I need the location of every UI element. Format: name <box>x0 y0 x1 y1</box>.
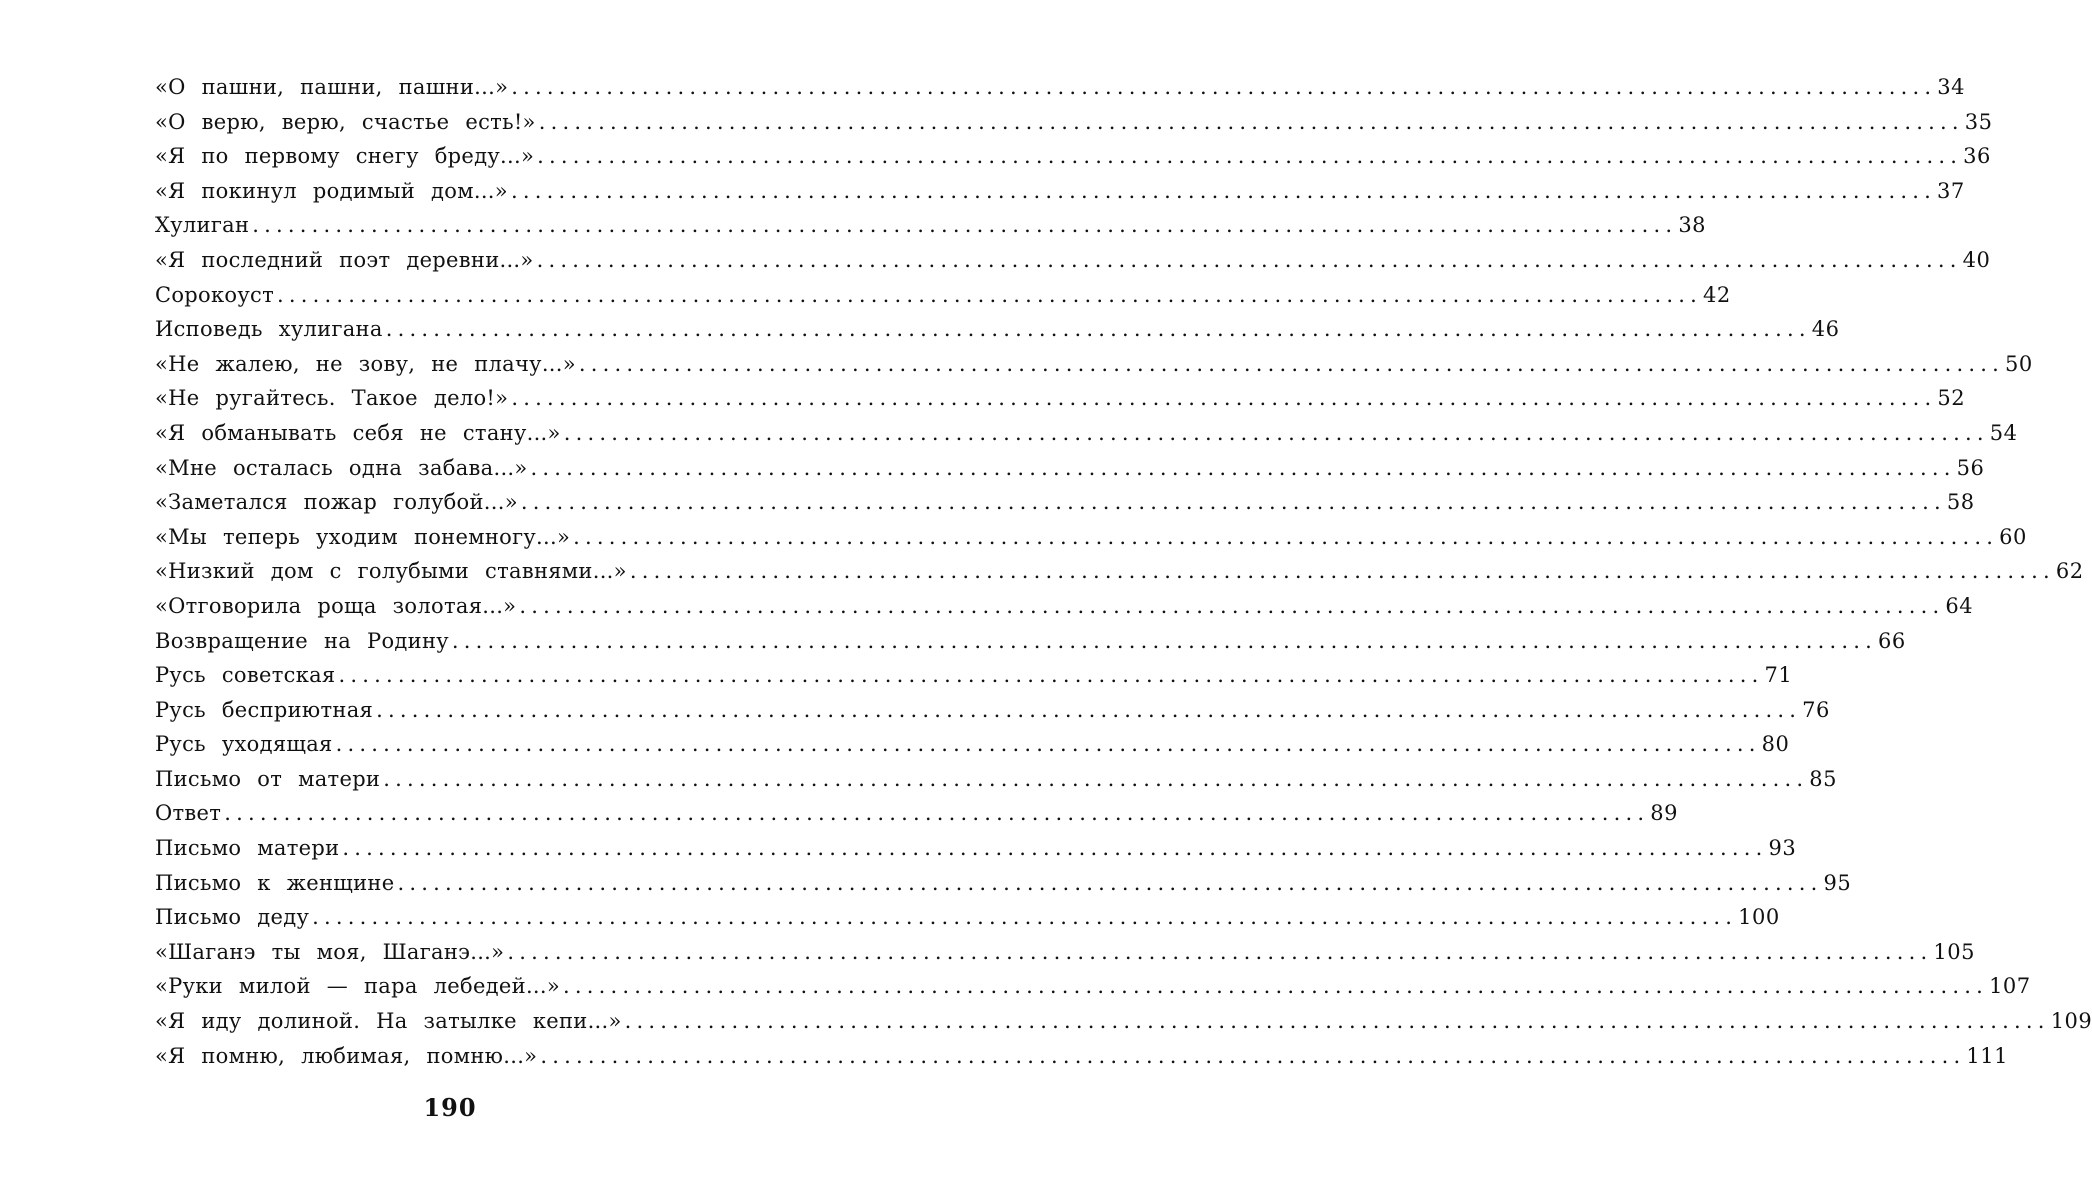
toc-entry <box>155 831 1797 866</box>
toc-entry-page: 107 <box>1989 974 2031 999</box>
dot-leader: ........................................................................................................................ <box>342 836 1768 861</box>
toc-entry-title: «Я иду долиной. На затылке кепи...» <box>155 1009 622 1034</box>
toc-entry <box>155 969 2031 1004</box>
toc-entry-page: 38 <box>1678 213 1707 238</box>
toc-entry-title: «Не ругайтесь. Такое дело!» <box>155 386 509 411</box>
toc-entry-title: Письмо от матери <box>155 766 381 791</box>
toc-entry-title: «Низкий дом с голубыми ставнями...» <box>155 559 627 584</box>
toc-entry-page: 71 <box>1764 663 1793 688</box>
toc-entry-title: «Мы теперь уходим понемногу...» <box>155 524 571 549</box>
toc-entry-title: «Я по первому снегу бреду...» <box>155 144 535 169</box>
toc-entry-title: Ответ <box>155 801 222 826</box>
toc-entry-title: «Отговорила роща золотая...» <box>155 593 517 618</box>
dot-leader: ........................................................................................................................ <box>624 1009 2050 1034</box>
toc-entry <box>155 208 1707 243</box>
dot-leader: ........................................................................................................................ <box>563 420 1989 445</box>
toc-entry-title: «Я помню, любимая, помню...» <box>155 1043 538 1068</box>
toc-entry-title: «О верю, верю, счастье есть!» <box>155 109 536 134</box>
dot-leader: ........................................................................................................................ <box>511 75 1937 99</box>
toc-entry-title: «Шаганэ ты моя, Шаганэ...» <box>155 939 505 964</box>
toc-entry-title: «Руки милой — пара лебедей...» <box>155 974 561 999</box>
dot-leader: ........................................................................................................................ <box>252 213 1678 238</box>
toc-entry <box>155 70 1965 105</box>
dot-leader: ........................................................................................................................ <box>563 974 1989 999</box>
toc-entry-page: 46 <box>1811 317 1840 342</box>
toc-entry-page: 76 <box>1802 697 1830 722</box>
toc-entry <box>155 796 1678 831</box>
dot-leader: ........................................................................................................................ <box>397 870 1823 895</box>
toc-entry <box>155 174 1965 209</box>
toc-entry-page: 37 <box>1936 178 1965 203</box>
toc-entry-page: 89 <box>1650 801 1678 826</box>
toc-entry-page: 60 <box>1999 524 2027 549</box>
toc-entry <box>155 658 1793 693</box>
page-number: 190 <box>423 1093 477 1122</box>
dot-leader: ........................................................................................................................ <box>629 559 2055 584</box>
toc-entry <box>155 624 1906 659</box>
toc-entry <box>155 485 1975 520</box>
toc-entry-title: «Я последний поэт деревни...» <box>155 247 534 272</box>
toc-entry-page: 95 <box>1823 870 1852 895</box>
toc-entry <box>155 243 1991 278</box>
toc-entry <box>155 312 1840 347</box>
toc-entry-page: 62 <box>2055 559 2084 584</box>
toc-entry <box>155 451 1985 486</box>
toc-entry-title: Исповедь хулигана <box>155 317 383 342</box>
toc-entry-title: «О пашни, пашни, пашни...» <box>155 75 509 99</box>
dot-leader: ........................................................................................................................ <box>383 766 1809 791</box>
toc-entry-title: Хулиган <box>155 213 250 238</box>
toc-entry-page: 93 <box>1768 836 1797 861</box>
dot-leader: ........................................................................................................................ <box>451 628 1877 653</box>
toc-entry <box>155 520 2027 555</box>
dot-leader: ........................................................................................................................ <box>510 178 1936 203</box>
toc-entry-title: «Я обманывать себя не стану...» <box>155 420 561 445</box>
toc-entry-title: Русь бесприютная <box>155 697 374 722</box>
dot-leader: ........................................................................................................................ <box>312 905 1738 930</box>
toc-entry <box>155 866 1852 901</box>
dot-leader: ........................................................................................................................ <box>530 455 1956 480</box>
toc-entry-title: «Мне осталась одна забава...» <box>155 455 528 480</box>
toc-entry <box>155 139 1991 174</box>
dot-leader: ........................................................................................................................ <box>277 282 1703 307</box>
dot-leader: ........................................................................................................................ <box>540 1043 1966 1068</box>
toc-entry <box>155 693 1830 728</box>
dot-leader: ........................................................................................................................ <box>385 317 1811 342</box>
toc-entry <box>155 554 2084 589</box>
dot-leader: ........................................................................................................................ <box>536 247 1962 272</box>
toc-entry <box>155 727 1790 762</box>
toc-entry-page: 64 <box>1945 593 1974 618</box>
dot-leader: ........................................................................................................................ <box>376 697 1802 722</box>
toc-entry-title: Письмо матери <box>155 836 340 861</box>
toc-entry-title: Сорокоуст <box>155 282 274 307</box>
toc-entry-title: Возвращение на Родину <box>155 628 449 653</box>
toc-entry-page: 34 <box>1937 75 1965 99</box>
toc-entry <box>155 935 1975 970</box>
dot-leader: ........................................................................................................................ <box>519 593 1945 618</box>
toc-entry-page: 40 <box>1962 247 1991 272</box>
dot-leader: ........................................................................................................................ <box>537 144 1963 169</box>
toc-entry-page: 111 <box>1966 1043 2008 1068</box>
toc-entry <box>155 381 1966 416</box>
dot-leader: ........................................................................................................................ <box>224 801 1650 826</box>
toc-entry-page: 66 <box>1877 628 1906 653</box>
toc-entry-title: Русь советская <box>155 663 336 688</box>
toc-entry-page: 36 <box>1963 144 1991 169</box>
dot-leader: ........................................................................................................................ <box>538 109 1964 134</box>
toc-entry-title: Письмо к женщине <box>155 870 395 895</box>
dot-leader: ........................................................................................................................ <box>507 939 1933 964</box>
toc-entry-page: 56 <box>1956 455 1985 480</box>
toc-entry <box>155 347 2033 382</box>
toc-entry <box>155 278 1731 313</box>
toc-entry-page: 80 <box>1761 732 1790 757</box>
toc-entry <box>155 1039 2008 1074</box>
toc-entry-page: 58 <box>1946 490 1975 515</box>
toc-entry-title: «Я покинул родимый дом...» <box>155 178 508 203</box>
toc-entry-page: 85 <box>1809 766 1838 791</box>
toc-entry-title: «Заметался пожар голубой...» <box>155 490 518 515</box>
toc-entry <box>155 762 1838 797</box>
toc-entry-page: 100 <box>1738 905 1780 930</box>
dot-leader: ........................................................................................................................ <box>578 351 2004 376</box>
dot-leader: ........................................................................................................................ <box>338 663 1764 688</box>
toc-entry-page: 109 <box>2050 1009 2092 1034</box>
toc-entry-page: 35 <box>1964 109 1993 134</box>
toc-entry <box>155 589 1974 624</box>
toc-entry-title: Русь уходящая <box>155 732 333 757</box>
dot-leader: ........................................................................................................................ <box>335 732 1761 757</box>
toc-entry <box>155 105 1993 140</box>
dot-leader: ........................................................................................................................ <box>573 524 1999 549</box>
table-of-contents <box>155 70 2092 1073</box>
toc-entry-title: Письмо деду <box>155 905 310 930</box>
toc-entry-page: 54 <box>1989 420 2018 445</box>
dot-leader: ........................................................................................................................ <box>520 490 1946 515</box>
dot-leader: ........................................................................................................................ <box>511 386 1937 411</box>
toc-entry-page: 52 <box>1937 386 1966 411</box>
toc-entry-page: 50 <box>2004 351 2033 376</box>
toc-entry-page: 105 <box>1933 939 1975 964</box>
toc-entry <box>155 1004 2092 1039</box>
toc-entry-title: «Не жалею, не зову, не плачу...» <box>155 351 576 376</box>
toc-entry <box>155 900 1780 935</box>
toc-entry <box>155 416 2018 451</box>
toc-entry-page: 42 <box>1703 282 1731 307</box>
